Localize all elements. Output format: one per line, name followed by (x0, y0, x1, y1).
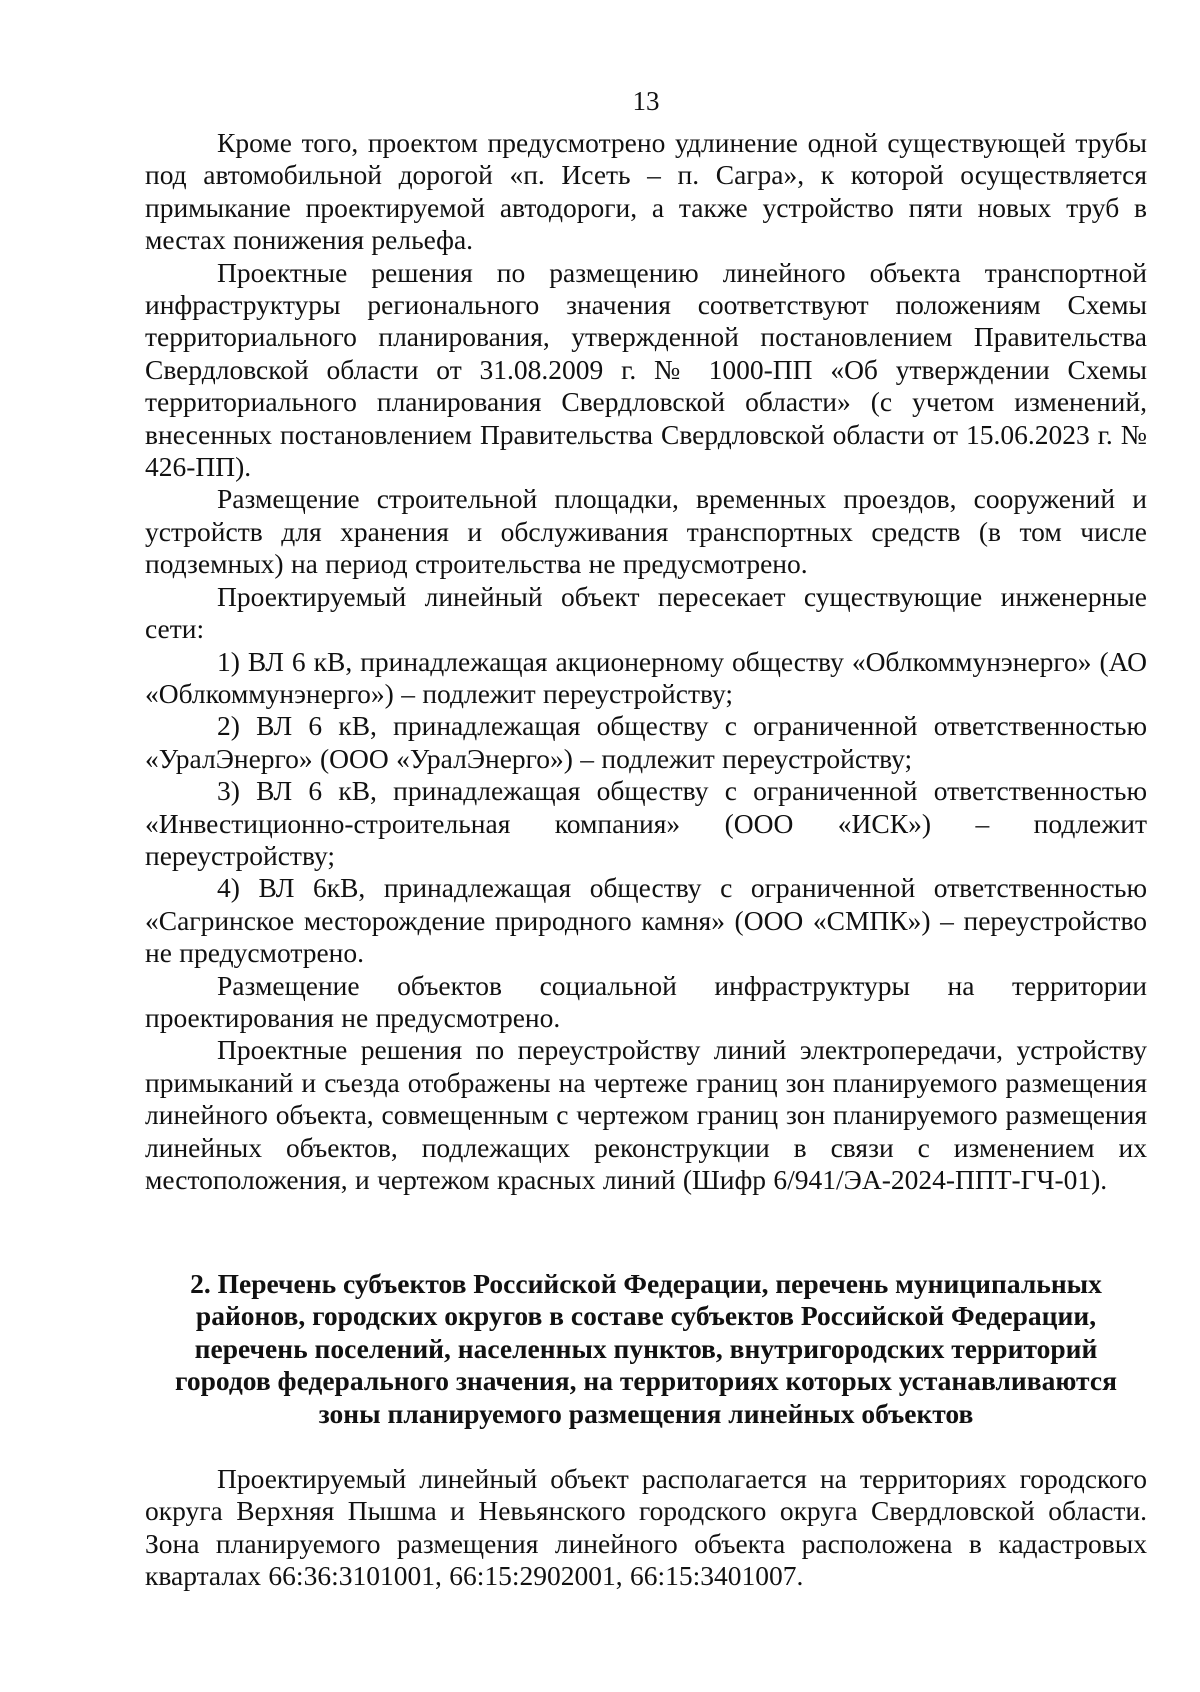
body-text (145, 127, 1147, 1196)
paragraph-construction-site: Размещение строительной площадки, временных проездов, сооружений и устройств для хранения и обслуживания транспортных средств (в том числе подземных) на период строительства не предусмотрено. (145, 483, 1147, 580)
paragraph-pipe-extension: Кроме того, проектом предусмотрено удлинение одной существующей трубы под автомобильной дорогой «п. Исеть – п. Сагра», к которой осуществляется примыкание проектируемой автодороги, а также устройство пяти новых труб в местах понижения рельефа. (145, 127, 1147, 256)
section-heading: 2. Перечень субъектов Российской Федерации, перечень муниципальных районов, городских округов в составе субъектов Российской Федерации, перечень поселений, населенных пунктов, внутригородских территорий городов федерального значения, на территориях которых устанавливаются зоны планируемого размещения линейных объектов (175, 1268, 1117, 1429)
paragraph-social-infrastructure: Размещение объектов социальной инфраструктуры на территории проектирования не предусмотрено. (145, 969, 1147, 1033)
closing-section (145, 1463, 1147, 1593)
paragraph-territory-location: Проектируемый линейный объект располагается на территориях городского округа Верхняя Пышма и Невьянского городского округа Свердловской области. Зона планируемого размещения линейного объекта расположена в кадастровых кварталах 66:36:3101001, 66:15:2902001, 66:15:3401007. (145, 1463, 1147, 1592)
paragraph-territorial-planning-scheme: Проектные решения по размещению линейного объекта транспортной инфраструктуры регионального значения соответствуют положениям Схемы территориального планирования, утвержденной постановлением Правительства Свердловской области от 31.08.2009 г. № 1000-ПП «Об утверждении Схемы территориального планирования Свердловской области» (с учетом изменений, внесенных постановлением Правительства Свердловской области от 15.06.2023 г. № 426-ПП). (145, 256, 1147, 483)
paragraph-engineering-networks-intro: Проектируемый линейный объект пересекает существующие инженерные сети: (145, 580, 1147, 645)
list-item-power-line-2: 2) ВЛ 6 кВ, принадлежащая обществу с ограниченной ответственностью «УралЭнерго» (ООО «УралЭнерго») – подлежит переустройству; (145, 710, 1147, 774)
page-number: 13 (632, 86, 660, 116)
list-item-power-line-4: 4) ВЛ 6кВ, принадлежащая обществу с ограниченной ответственностью «Сагринское месторождение природного камня» (ООО «СМПК») – переустройство не предусмотрено. (145, 872, 1147, 969)
list-item-power-line-1: 1) ВЛ 6 кВ, принадлежащая акционерному обществу «Облкоммунэнерго» (АО «Облкоммунэнерго») – подлежит переустройству; (145, 645, 1147, 709)
list-item-power-line-3: 3) ВЛ 6 кВ, принадлежащая обществу с ограниченной ответственностью «Инвестиционно-строительная компания» (ООО «ИСК») – подлежит переустройству; (145, 775, 1147, 871)
paragraph-drawing-reference: Проектные решения по переустройству линий электропередачи, устройству примыканий и съезда отображены на чертеже границ зон планируемого размещения линейного объекта, совмещенным с чертежом границ зон планируемого размещения линейных объектов, подлежащих реконструкции в связи с изменением их местоположения, и чертежом красных линий (Шифр 6/941/ЭА-2024-ППТ-ГЧ-01). (145, 1034, 1147, 1195)
